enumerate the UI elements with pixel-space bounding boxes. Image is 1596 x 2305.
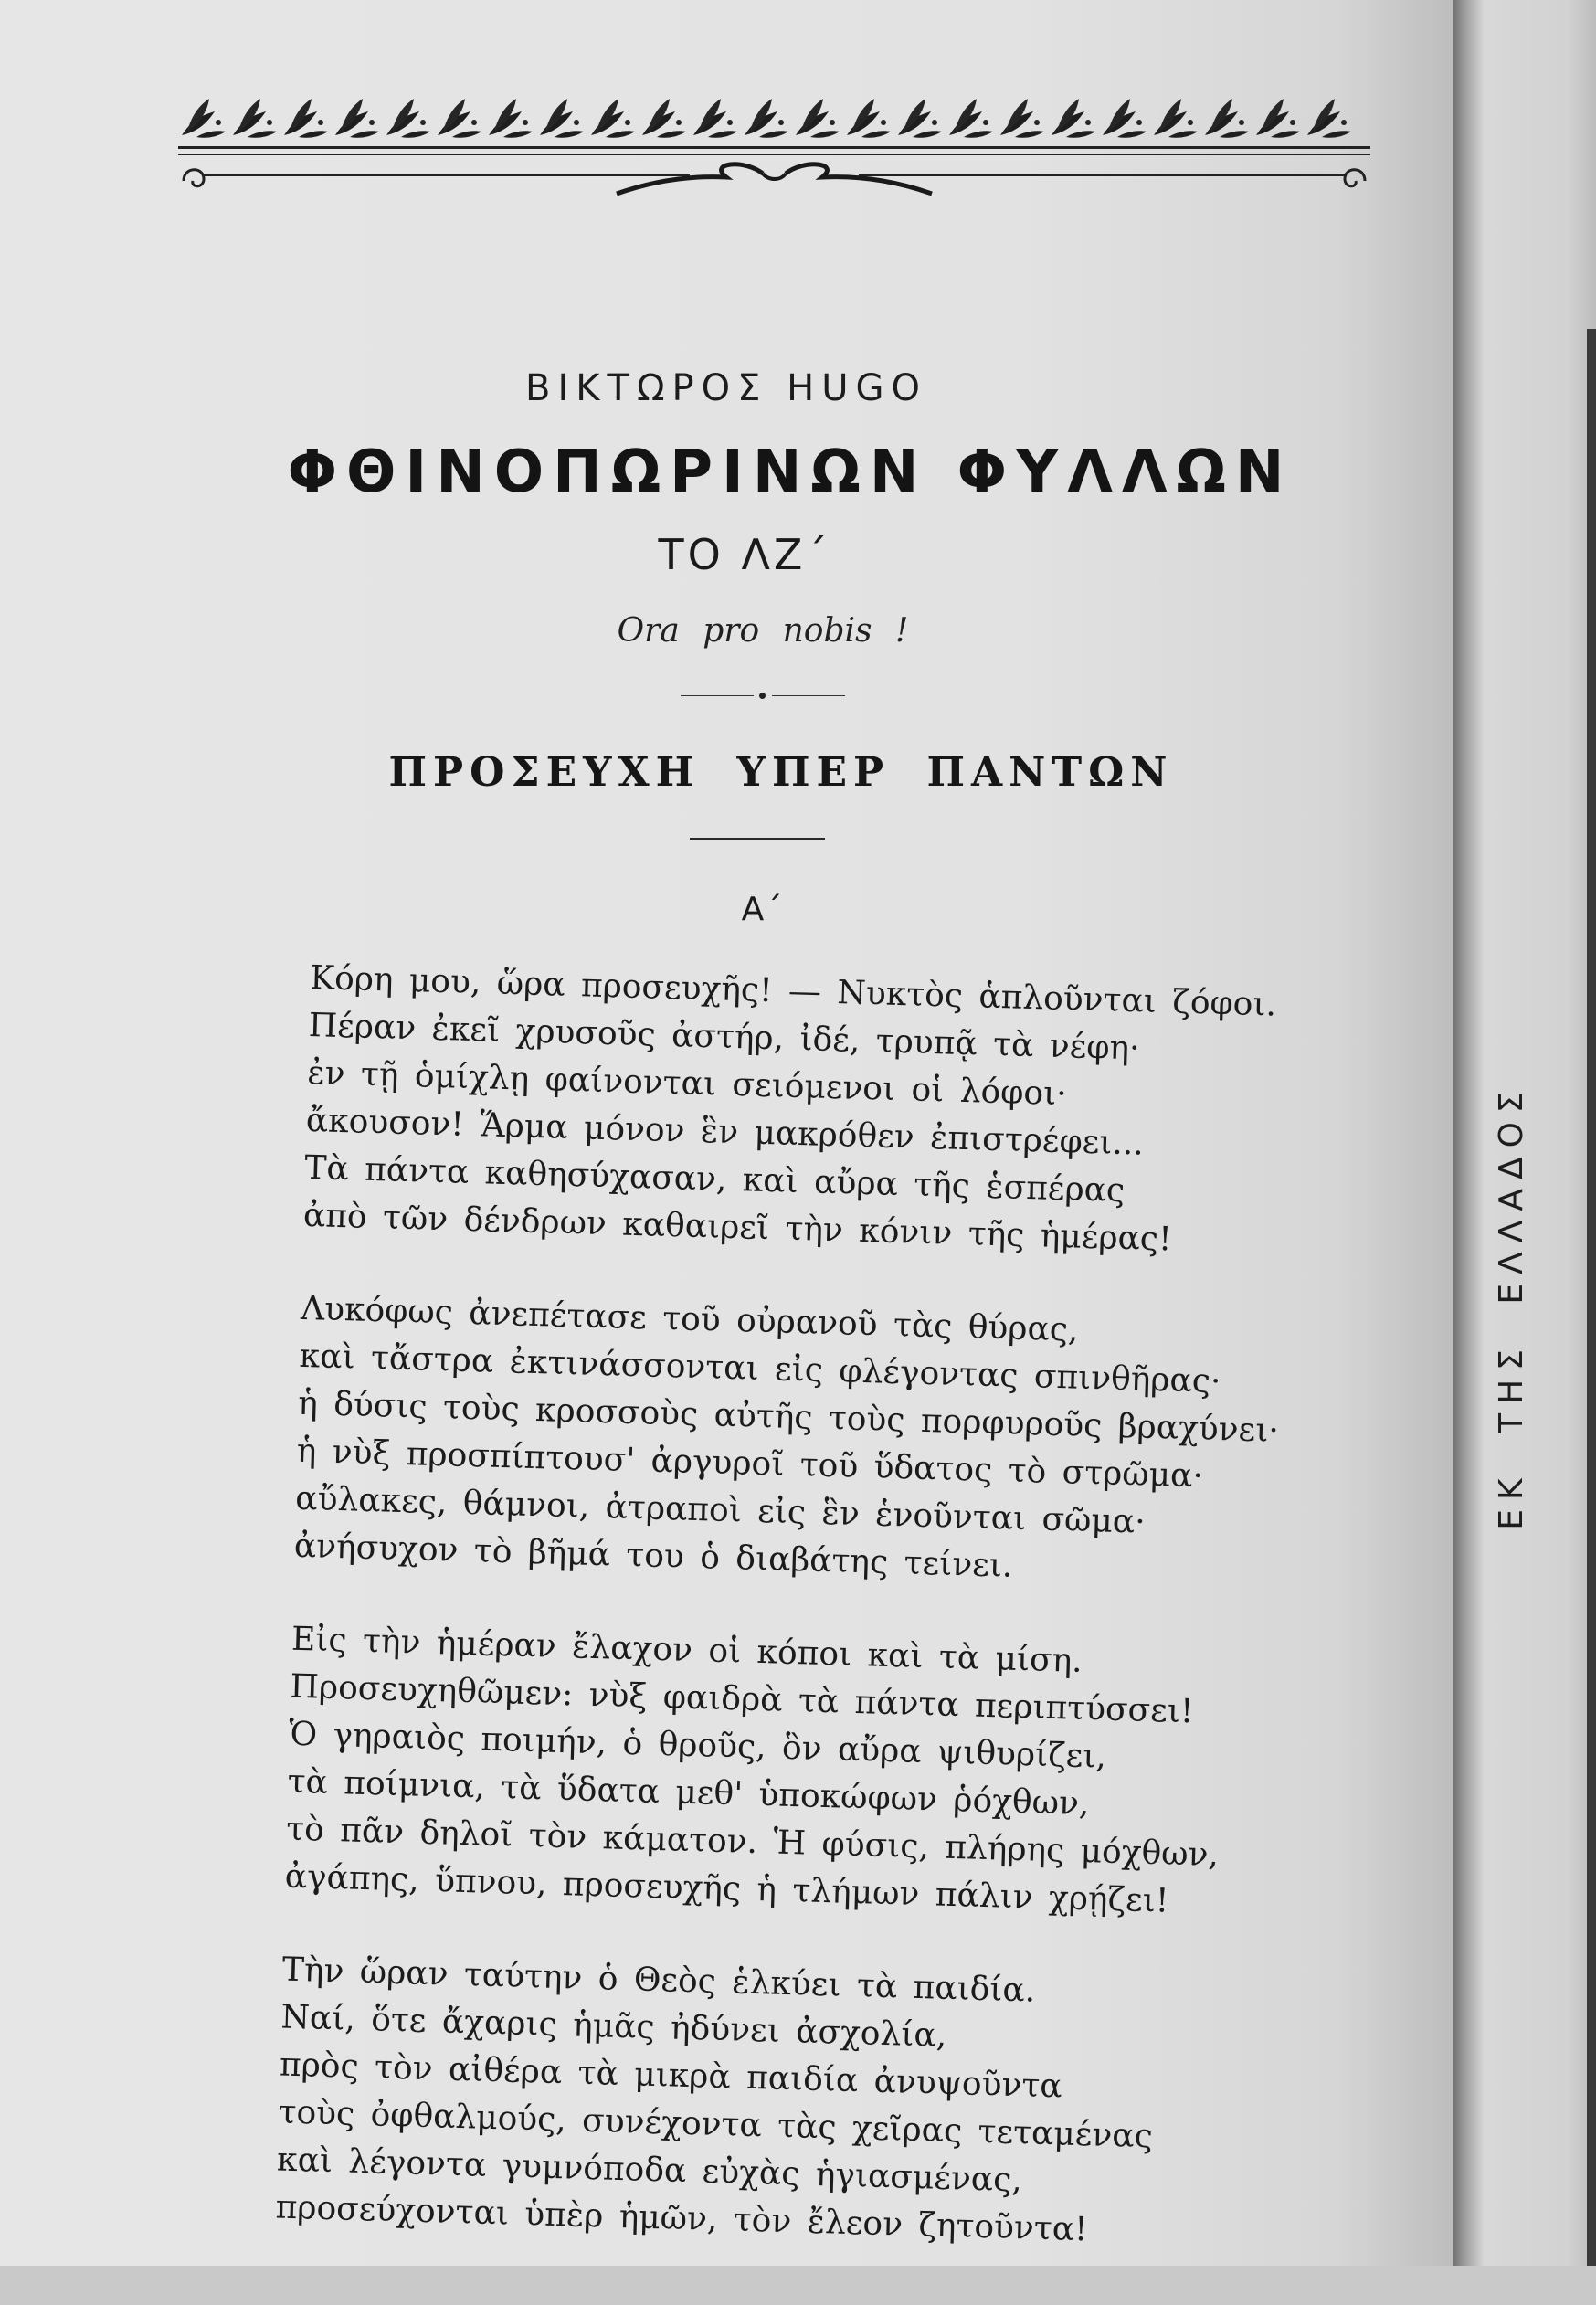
verse-line: Κόρη μου, ὥρα προσευχῆς! — Νυκτὸς ἁπλοῦνται ζόφοι. bbox=[309, 958, 1277, 1024]
collection-title: ΦΘΙΝΟΠΩΡΙΝΩΝ ΦΥΛΛΩΝ bbox=[287, 439, 1294, 506]
verse-line: τὸ πᾶν δηλοῖ τὸν κάματον. Ἡ φύσις, πλήρης μόχθων, bbox=[285, 1810, 1220, 1875]
section-numeral: Α΄ bbox=[741, 891, 785, 928]
verse-line: ἀγάπης, ὕπνου, προσευχῆς ἡ τλήμων πάλιν χρῄζει! bbox=[284, 1857, 1169, 1920]
verse-line: καὶ τἄστρα ἐκτινάσσονται εἰς φλέγοντας σπινθῆρας· bbox=[299, 1337, 1221, 1401]
verse-line: Προσευχηθῶμεν: νὺξ φαιδρὰ τὰ πάντα περιπτύσσει! bbox=[290, 1667, 1194, 1731]
author-name: ΒΙΚΤΩΡΟΣ HUGO bbox=[525, 367, 927, 409]
verse-line: τοὺς ὀφθαλμούς, συνέχοντα τὰς χεῖρας τεταμένας bbox=[278, 2093, 1154, 2156]
verse-line: Ὁ γηραιὸς ποιμήν, ὁ θροῦς, ὃν αὔρα ψιθυρίζει, bbox=[288, 1715, 1107, 1776]
verse-line: Τὰ πάντα καθησύχασαν, καὶ αὔρα τῆς ἑσπέρας bbox=[303, 1148, 1126, 1210]
dotted-divider bbox=[681, 694, 850, 698]
verse-line: καὶ λέγοντα γυμνόποδα εὐχὰς ἡγιασμένας, bbox=[276, 2141, 1023, 2200]
verse-line: Εἰς τὴν ἡμέραν ἔλαχον οἱ κόποι καὶ τὰ μίση. bbox=[291, 1620, 1083, 1680]
verse-line: τὰ ποίμνια, τὰ ὕδατα μεθ' ὑποκώφων ῥόχθων, bbox=[287, 1762, 1090, 1824]
stanza bbox=[275, 1947, 1287, 2260]
verse-line: ἄκουσον! Ἅρμα μόνον ἓν μακρόθεν ἐπιστρέφει... bbox=[305, 1101, 1145, 1163]
verse-line: προσεύχονται ὑπὲρ ἡμῶν, τὸν ἔλεον ζητοῦντα! bbox=[275, 2188, 1089, 2249]
verse-line: Λυκόφως ἀνεπέτασε τοῦ οὐρανοῦ τὰς θύρας, bbox=[300, 1289, 1080, 1349]
poem-title: ΠΡΟΣΕΥΧΗ ΥΠΕΡ ΠΑΝΤΩΝ bbox=[388, 749, 1174, 796]
verse-line: Τὴν ὥραν ταύτην ὁ Θεὸς ἑλκύει τὰ παιδία. bbox=[281, 1951, 1036, 2010]
running-head: ΕΚ ΤΗΣ ΕΛΛΑΔΟΣ bbox=[1493, 1083, 1530, 1530]
epigraph: Ora pro nobis ! bbox=[617, 612, 909, 650]
stanza bbox=[284, 1616, 1296, 1930]
verse-line: ἡ δύσις τοὺς κροσσοὺς αὐτῆς τοὺς πορφυροῦς βραχύνει· bbox=[297, 1384, 1280, 1450]
facing-page-edge bbox=[1587, 329, 1596, 2266]
verse-line: ἀνήσυχον τὸ βῆμά του ὁ διαβάτης τείνει. bbox=[293, 1527, 1013, 1585]
verse-line: αὔλακες, θάμνοι, ἀτραποὶ εἰς ἓν ἑνοῦνται σῶμα· bbox=[294, 1479, 1147, 1541]
laurel-border-ornament bbox=[178, 91, 1370, 144]
verse-line: Πέραν ἐκεῖ χρυσοῦς ἀστήρ, ἰδέ, τρυπᾷ τὰ νέφη· bbox=[308, 1006, 1141, 1068]
poem-number: ΤΟ ΛΖ΄ bbox=[658, 530, 831, 579]
verse-line: ἡ νὺξ προσπίπτουσ' ἀργυροῖ τοῦ ὕδατος τὸ στρῶμα· bbox=[296, 1432, 1204, 1496]
verse-line: ἀπὸ τῶν δένδρων καθαιρεῖ τὴν κόνιν τῆς ἡμέρας! bbox=[302, 1196, 1173, 1259]
verse-line: πρὸς τὸν αἰθέρα τὰ μικρὰ παιδία ἀνυψοῦντα bbox=[279, 2046, 1063, 2106]
poem-body bbox=[274, 955, 1316, 2305]
scroll-flourish-ornament bbox=[178, 153, 1370, 201]
ornamental-header bbox=[178, 91, 1370, 201]
verse-line: Ναί, ὅτε ἄχαρις ἡμᾶς ἠδύνει ἀσχολία, bbox=[280, 1998, 947, 2055]
verse-line: ἐν τῇ ὁμίχλῃ φαίνονται σειόμενοι οἱ λόφοι· bbox=[306, 1053, 1068, 1114]
stanza bbox=[293, 1285, 1305, 1599]
stanza bbox=[302, 955, 1315, 1268]
title-divider bbox=[690, 838, 825, 840]
